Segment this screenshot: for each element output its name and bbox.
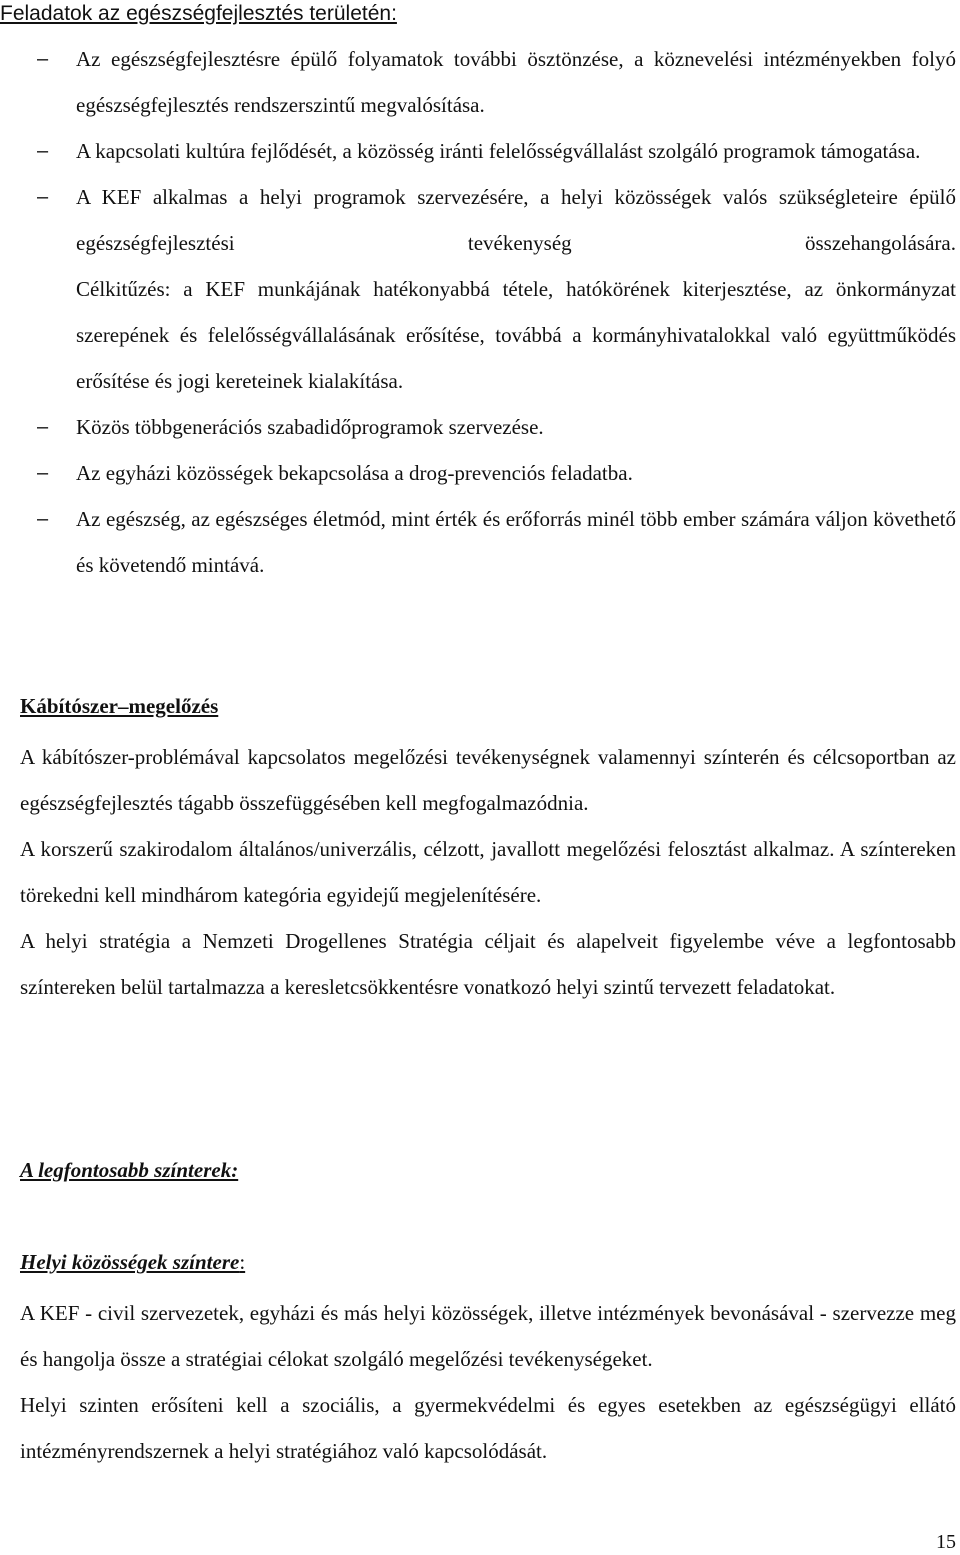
section-heading: A legfontosabb színterek: [20, 1158, 239, 1182]
list-item [0, 404, 956, 450]
list-item-text: Az egyházi közösségek bekapcsolása a drog-prevenciós feladatba. [76, 461, 633, 485]
page-number: 15 [936, 1531, 956, 1553]
list-item [0, 128, 956, 174]
dash-bullet: – [37, 508, 49, 530]
local-communities-section [20, 1248, 956, 1474]
list-item-text: Az egészségfejlesztésre épülő folyamatok további ösztönzése, a köznevelési intézményekben folyó egészségfejlesztés rendszerszintű megvalósítása. [76, 47, 956, 117]
paragraph: A KEF - civil szervezetek, egyházi és más helyi közösségek, illetve intézmények bevonásával - szervezze meg és hangolja össze a stratégiai célokat szolgáló megelőzési tevékenységeket. [20, 1301, 956, 1371]
dash-bullet: – [37, 186, 49, 208]
subsection-heading-text: Helyi közösségek színtere [20, 1250, 240, 1274]
dash-bullet: – [37, 140, 49, 162]
drug-prevention-section [20, 692, 956, 1010]
paragraph: Helyi szinten erősíteni kell a szociális, a gyermekvédelmi és egyes esetekben az egészségügyi ellátó intézményrendszernek a helyi stratégiához való kapcsolódását. [20, 1393, 956, 1463]
list-item-text: Közös többgenerációs szabadidőprogramok szervezése. [76, 415, 544, 439]
paragraph: A kábítószer-problémával kapcsolatos megelőzési tevékenységnek valamennyi színterén és célcsoportban az egészségfejlesztés tágabb összefüggésében kell megfogalmazódnia. [20, 745, 956, 815]
subsection-heading-suffix: : [239, 1250, 246, 1274]
list-item [0, 174, 956, 404]
list-item-text: A KEF alkalmas a helyi programok szervezésére, a helyi közösségek valós szükségleteire épülő egészségfejlesztési tevékenység összehangolására. [76, 185, 956, 255]
section-heading: Kábítószer–megelőzés [20, 694, 219, 718]
dash-bullet: – [37, 48, 49, 70]
list-item [0, 496, 956, 588]
dash-bullet: – [37, 462, 49, 484]
intro-heading: Feladatok az egészségfejlesztés területén: [0, 2, 397, 25]
paragraph: A helyi stratégia a Nemzeti Drogellenes Stratégia céljait és alapelveit figyelembe véve a legfontosabb színtereken belül tartalmazza a keresletcsökkentésre vonatkozó helyi szintű tervezett feladatokat. [20, 929, 956, 999]
list-item [0, 36, 956, 128]
list-item-continuation: Célkitűzés: a KEF munkájának hatékonyabbá tétele, hatókörének kiterjesztése, az önkormányzat szerepének és felelősségvállalásának erősítése, továbbá a kormányhivatalokkal való együttműködés erősítése és jogi kereteinek kialakítása. [76, 277, 956, 393]
key-settings-section [20, 1156, 956, 1184]
paragraph: A korszerű szakirodalom általános/univerzális, célzott, javallott megelőzési felosztást alkalmaz. A színtereken törekedni kell mindhárom kategória egyidejű megjelenítésére. [20, 837, 956, 907]
list-item-text: Az egészség, az egészséges életmód, mint érték és erőforrás minél több ember számára váljon követhető és követendő mintává. [76, 507, 956, 577]
dash-bullet: – [37, 416, 49, 438]
subsection-heading [20, 1248, 956, 1276]
list-item-text: A kapcsolati kultúra fejlődését, a közösség iránti felelősségvállalást szolgáló programok támogatása. [76, 139, 921, 163]
list-item [0, 450, 956, 496]
task-list [0, 36, 960, 588]
